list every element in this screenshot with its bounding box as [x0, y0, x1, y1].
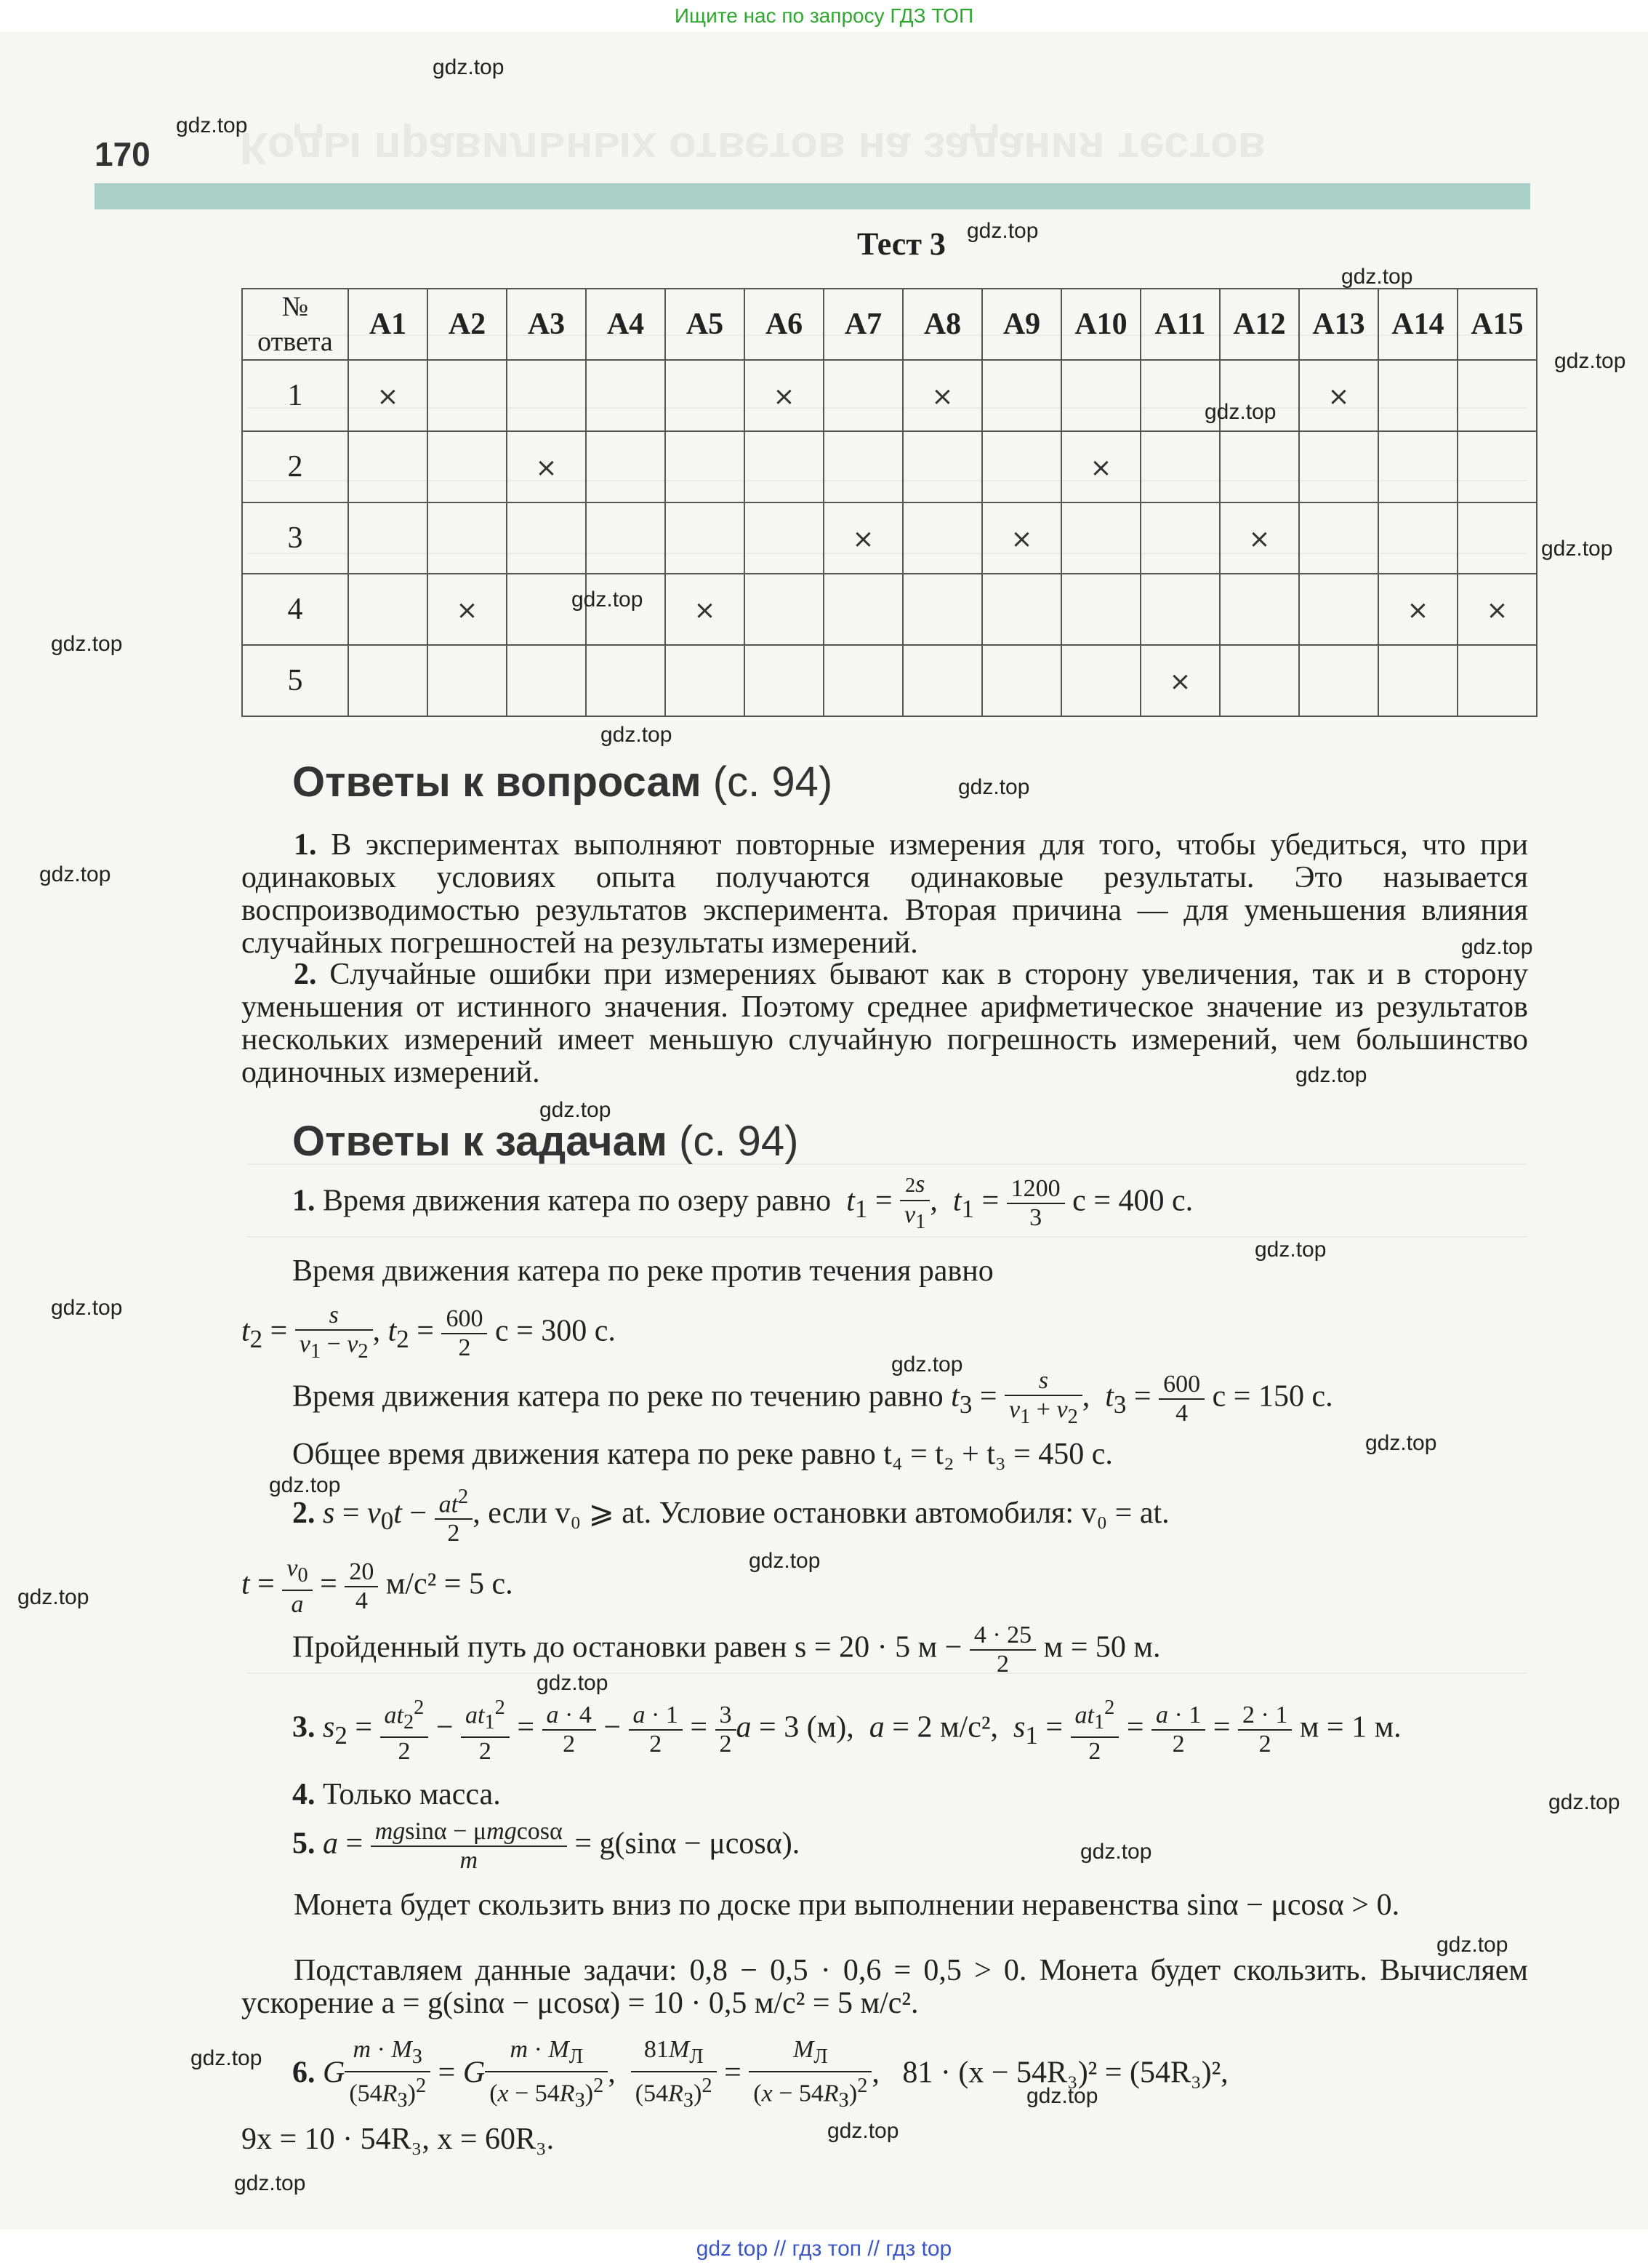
row-label: 4: [242, 574, 348, 645]
watermark: gdz.top: [51, 1296, 123, 1320]
table-cell: [744, 645, 824, 716]
watermark: gdz.top: [39, 862, 111, 886]
cross-mark: ×: [773, 382, 795, 412]
column-header: A5: [665, 289, 744, 360]
watermark: gdz.top: [1295, 1063, 1367, 1087]
column-header: A13: [1299, 289, 1378, 360]
table-cell: [824, 431, 903, 502]
table-cell: [744, 574, 824, 645]
bottom-links[interactable]: gdz top // гдз топ // гдз top: [0, 2229, 1648, 2268]
table-cell: [824, 574, 903, 645]
table-cell: [665, 645, 744, 716]
task1-line4: Время движения катера по реке по течению равно $t_3$ = $\frac{s}{v_1 + v_2}$ , $t_3$ = $\frac{600}{4}$ с = 150 с.: [292, 1367, 1333, 1431]
ghost-line: [247, 1236, 1527, 1238]
task5-line2: Монета будет скользить вниз по доске при выполнении неравенства sinα − μcosα > 0.: [294, 1888, 1400, 1922]
corner-line-1: №: [281, 292, 309, 322]
table-cell: [586, 360, 665, 431]
table-cell: [744, 431, 824, 502]
table-cell: [1299, 431, 1378, 502]
watermark: gdz.top: [17, 1585, 89, 1609]
task1-line2: Время движения катера по реке против течения равно: [292, 1254, 994, 1288]
fraction: $\frac{v_0}{a}$: [282, 1555, 312, 1619]
item-number: 5.: [292, 1827, 315, 1861]
text: Время движения катера по озеру равно: [323, 1184, 832, 1218]
fraction: $\frac{s}{v_1 + v_2}$: [1005, 1367, 1082, 1431]
column-header: A1: [348, 289, 427, 360]
cross-mark: ×: [1248, 524, 1271, 554]
column-header: A6: [744, 289, 824, 360]
table-cell: [1378, 502, 1458, 574]
table-cell: [507, 431, 586, 502]
table-cell: [1220, 502, 1299, 574]
table-cell: [1061, 360, 1141, 431]
column-header: A9: [982, 289, 1061, 360]
top-banner[interactable]: Ищите нас по запросу ГДЗ ТОП: [0, 0, 1648, 32]
cross-mark: ×: [1090, 453, 1112, 483]
item-number: 1.: [294, 828, 317, 862]
result: м/с² = 5 с.: [385, 1567, 513, 1601]
text: Время движения катера по реке по течению равно: [292, 1379, 944, 1414]
column-header: A4: [586, 289, 665, 360]
table-row: [242, 574, 1537, 645]
text: 81 · (x − 54R₃)² = (54R₃)²,: [902, 2056, 1229, 2090]
cross-mark: ×: [931, 382, 954, 412]
watermark: gdz.top: [51, 632, 123, 656]
watermark: gdz.top: [433, 55, 505, 79]
page-number: 170: [95, 135, 150, 173]
watermark: gdz.top: [1080, 1840, 1152, 1864]
table-corner: [242, 289, 348, 360]
task1-line3: $t_2$ = $\frac{s}{v_1 - v_2}$ , $t_2$ = $\frac{600}{2}$ с = 300 с.: [241, 1302, 616, 1366]
watermark: gdz.top: [190, 2046, 262, 2070]
table-cell: [824, 502, 903, 574]
fraction: $\frac{at^2}{2}$: [435, 1483, 473, 1547]
table-cell: [903, 574, 982, 645]
table-cell: [824, 360, 903, 431]
table-cell: [1220, 574, 1299, 645]
table-cell: [427, 360, 507, 431]
table-cell: [1141, 645, 1220, 716]
cross-mark: ×: [377, 382, 399, 412]
table-row: [242, 645, 1537, 716]
table-cell: [665, 360, 744, 431]
table-cell: [665, 431, 744, 502]
questions-heading: [292, 758, 832, 806]
table-cell: [982, 360, 1061, 431]
heading-text: Ответы к задачам: [292, 1118, 667, 1165]
table-cell: [427, 502, 507, 574]
watermark: gdz.top: [539, 1098, 611, 1122]
column-header: A3: [507, 289, 586, 360]
table-cell: [1378, 574, 1458, 645]
table-cell: [1378, 645, 1458, 716]
table-cell: [903, 431, 982, 502]
table-cell: [1299, 645, 1378, 716]
watermark: gdz.top: [1255, 1238, 1327, 1262]
answer-table: [241, 288, 1538, 717]
paragraph: В экспериментах выполняют повторные измерения для того, чтобы убедиться, что при одинаковых условиях опыта получаются одинаковые результаты. Это называется воспроизводимостью результатов эксперимента. Вторая причина — для уменьшения влияния случайных погрешностей на результаты измерений.: [241, 828, 1528, 960]
table-cell: [1458, 431, 1537, 502]
table-cell: [665, 574, 744, 645]
table-cell: [348, 574, 427, 645]
watermark: gdz.top: [1548, 1790, 1620, 1814]
column-header: A7: [824, 289, 903, 360]
fraction: $\frac{1200}{3}$: [1007, 1175, 1065, 1232]
table-cell: [982, 574, 1061, 645]
table-cell: [903, 645, 982, 716]
task2-line3: [292, 1622, 1161, 1678]
watermark: gdz.top: [1365, 1431, 1437, 1455]
table-row: [242, 360, 1537, 431]
table-row: [242, 502, 1537, 574]
table-cell: [665, 502, 744, 574]
cross-mark: ×: [1407, 596, 1429, 625]
header-bar: [95, 183, 1530, 209]
table-cell: [744, 502, 824, 574]
watermark: gdz.top: [1541, 537, 1613, 561]
item-number: 6.: [292, 2056, 315, 2090]
table-cell: [1061, 502, 1141, 574]
item-number: 2.: [292, 1496, 315, 1530]
column-header: A10: [1061, 289, 1141, 360]
task2-line2: t = $\frac{v_0}{a}$ = $\frac{20}{4}$ м/с² = 5 с.: [241, 1555, 513, 1618]
table-cell: [427, 645, 507, 716]
table-cell: [586, 502, 665, 574]
watermark: gdz.top: [749, 1549, 821, 1573]
table-cell: [1061, 431, 1141, 502]
cross-mark: ×: [852, 524, 875, 554]
watermark: gdz.top: [967, 219, 1039, 243]
table-cell: [982, 645, 1061, 716]
table-cell: [1141, 574, 1220, 645]
column-header: A8: [903, 289, 982, 360]
watermark: gdz.top: [1554, 349, 1626, 373]
result: с = 300 с.: [494, 1314, 616, 1348]
text: Только масса.: [323, 1778, 501, 1811]
watermark: gdz.top: [1026, 2084, 1098, 2108]
table-cell: [507, 502, 586, 574]
table-cell: [1378, 431, 1458, 502]
result: с = 400 с.: [1072, 1184, 1194, 1218]
text: Пройденный путь до остановки равен s = 20 · 5 м −: [292, 1630, 962, 1664]
item-number: 1.: [292, 1184, 315, 1218]
row-label: 2: [242, 431, 348, 502]
table-cell: [348, 431, 427, 502]
task6-line2: 9x = 10 · 54R₃, x = 60R₃.: [241, 2123, 555, 2156]
table-cell: [1458, 502, 1537, 574]
watermark: gdz.top: [827, 2119, 899, 2143]
table-cell: [982, 431, 1061, 502]
table-header-row: [242, 289, 1537, 360]
task3-line: 3. $s_2$ = $\frac{at_2^2}{2}$ − $\frac{at_1^2}{2}$ = $\frac{a \cdot 4}{2}$ − $\frac{a \cdot 1}{2}$ = $\frac{3}{2}$ a = 3 (м), a = 2 м/с², $s_1$ = $\frac{at_1^2}{2}$ = $\frac{a \cdot 1}{2}$ = $\frac{2 \cdot 1}{2}$ м = 1 м.: [292, 1694, 1402, 1766]
answer-q1: [241, 829, 1528, 960]
table-cell: [427, 574, 507, 645]
fraction: $\frac{s}{v_1 - v_2}$: [295, 1302, 373, 1366]
cross-mark: ×: [1010, 524, 1033, 554]
row-label: 3: [242, 502, 348, 574]
tasks-heading: [292, 1117, 798, 1166]
column-header: A15: [1458, 289, 1537, 360]
watermark: gdz.top: [234, 2171, 306, 2195]
table-cell: [1299, 502, 1378, 574]
table-cell: [1458, 645, 1537, 716]
item-number: 2.: [294, 958, 317, 991]
heading-page: (с. 94): [679, 1118, 799, 1165]
table-cell: [982, 502, 1061, 574]
table-cell: [744, 360, 824, 431]
table-cell: [903, 502, 982, 574]
item-number: 3.: [292, 1710, 315, 1744]
table-row: [242, 431, 1537, 502]
table-cell: [1220, 431, 1299, 502]
table-cell: [348, 360, 427, 431]
table-cell: [1458, 360, 1537, 431]
table-cell: [348, 645, 427, 716]
cross-mark: ×: [1486, 596, 1508, 625]
table-cell: [1299, 574, 1378, 645]
watermark: gdz.top: [891, 1353, 963, 1377]
fraction: $\frac{2s}{v_1}$: [900, 1171, 930, 1236]
task4-line: [292, 1777, 501, 1812]
text: , если v₀ ⩾ at. Условие остановки автомобиля: v₀ = at.: [473, 1496, 1170, 1530]
table-cell: [1061, 574, 1141, 645]
watermark: gdz.top: [1205, 400, 1277, 424]
corner-line-2: ответа: [257, 326, 333, 357]
watermark: gdz.top: [269, 1473, 341, 1497]
table-cell: [824, 645, 903, 716]
table-cell: [507, 645, 586, 716]
table-cell: [1220, 645, 1299, 716]
item-number: 4.: [292, 1778, 315, 1811]
result: м = 50 м.: [1043, 1630, 1161, 1664]
table-cell: [1299, 360, 1378, 431]
fraction: $\frac{4 \cdot 25}{2}$: [970, 1622, 1036, 1678]
watermark: gdz.top: [571, 588, 643, 612]
watermark: gdz.top: [958, 775, 1030, 799]
row-label: 5: [242, 645, 348, 716]
paragraph: Случайные ошибки при измерениях бывают как в сторону увеличения, так и в сторону уменьшения от истинного значения. Поэтому среднее арифметическое значение из результатов нескольких измерений имеет меньшую случайную погрешность измерений, чем большинство одиночных измерений.: [241, 958, 1528, 1089]
table-cell: [1141, 431, 1220, 502]
heading-page: (с. 94): [712, 758, 833, 806]
table-cell: [1458, 574, 1537, 645]
ghost-through-text: Коды правильных ответов на задания тестов: [240, 123, 1266, 173]
row-label: 1: [242, 360, 348, 431]
table-cell: [1141, 502, 1220, 574]
watermark: gdz.top: [536, 1671, 608, 1695]
fraction: $\frac{600}{2}$: [441, 1305, 487, 1362]
column-header: A2: [427, 289, 507, 360]
task5-line3: Подставляем данные задачи: 0,8 − 0,5 · 0,6 = 0,5 > 0. Монета будет скользить. Вычисляем ускорение a = g(sinα − μcosα) = 10 · 0,5 м/с² = 5 м/с².: [241, 1954, 1528, 2020]
watermark: gdz.top: [600, 723, 672, 747]
column-header: A14: [1378, 289, 1458, 360]
column-header: A11: [1141, 289, 1220, 360]
cross-mark: ×: [1327, 382, 1350, 412]
task5-line1: 5. a = $\frac{\text{mgsinα − μmgcosα}}{m}$ = g(sinα − μcosα).: [292, 1818, 800, 1874]
watermark: gdz.top: [1461, 935, 1533, 959]
watermark: gdz.top: [176, 113, 248, 137]
fraction: $\frac{600}{4}$: [1159, 1371, 1205, 1427]
table-cell: [348, 502, 427, 574]
watermark: gdz.top: [1341, 265, 1413, 289]
watermark: gdz.top: [1436, 1933, 1508, 1957]
table-cell: [586, 645, 665, 716]
table-cell: [1061, 645, 1141, 716]
fraction: $\frac{20}{4}$: [345, 1558, 378, 1615]
task2-line1: 2. $s = v_0t$ − $\frac{at^2}{2}$ , если v₀ ⩾ at. Условие остановки автомобиля: v₀ = at.: [292, 1483, 1170, 1547]
cross-mark: ×: [535, 453, 558, 483]
test-title: Тест 3: [857, 226, 946, 262]
table-cell: [507, 360, 586, 431]
result: = g(sinα − μcosα).: [574, 1827, 800, 1861]
cross-mark: ×: [456, 596, 478, 625]
task1-line1: 1. Время движения катера по озеру равно $t_1$ = $\frac{2s}{v_1}$ , $t_1$ = $\frac{1200}{3}$ с = 400 с.: [292, 1171, 1193, 1236]
task6-line1: 6. G $\frac{m \cdot M_З}{(54R_З)^2}$ = G $\frac{m \cdot M_Л}{(x - 54R_З)^2}$ , $\frac{81M_Л}{(54R_З)^2}$ = $\frac{M_Л}{(x - 54R_З)^2}$ , 81 · (x − 54R₃)² = (54R₃)²,: [292, 2036, 1229, 2112]
heading-text: Ответы к вопросам: [292, 758, 702, 806]
table-cell: [427, 431, 507, 502]
result: с = 150 с.: [1212, 1379, 1333, 1414]
column-header: A12: [1220, 289, 1299, 360]
cross-mark: ×: [1169, 667, 1191, 697]
task1-line5: Общее время движения катера по реке равно t₄ = t₂ + t₃ = 450 с.: [292, 1438, 1113, 1471]
table-cell: [1378, 360, 1458, 431]
cross-mark: ×: [694, 596, 716, 625]
table-cell: [586, 431, 665, 502]
table-cell: [903, 360, 982, 431]
